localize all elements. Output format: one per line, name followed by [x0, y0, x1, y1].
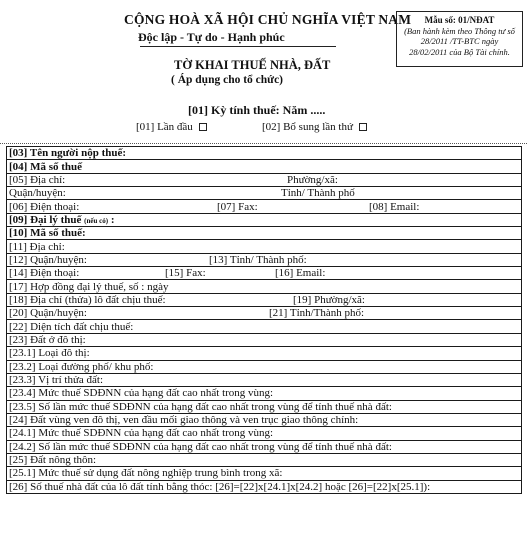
motto-underline	[140, 46, 336, 47]
declaration-table	[6, 146, 522, 494]
form-field-label: [24.2] Số lần mức thuế SDĐNN của hạng đất cao nhất trong vùng để tính thuế nhà đất:	[9, 440, 392, 453]
form-field-cell[interactable]	[7, 293, 522, 306]
form-field-cell[interactable]	[7, 187, 522, 200]
form-field-cell[interactable]	[7, 280, 522, 293]
form-field-cell[interactable]	[7, 333, 522, 346]
form-field-label: Quận/huyện:	[9, 187, 66, 200]
form-field-cell[interactable]	[7, 200, 522, 213]
first-time-label: [01] Lần đầu	[136, 121, 193, 133]
form-row	[7, 227, 522, 240]
form-row	[7, 360, 522, 373]
dotted-separator	[0, 143, 527, 144]
form-row	[7, 293, 522, 306]
supplement-checkbox[interactable]	[359, 123, 367, 131]
form-field-label: [17] Hợp đồng đại lý thuế, số : ngày	[9, 280, 169, 293]
form-row	[7, 253, 522, 266]
form-code-box	[396, 11, 523, 67]
form-field-cell[interactable]	[7, 480, 522, 493]
form-field-cell[interactable]	[7, 320, 522, 333]
form-note-line2: 28/2011 /TT-BTC ngày	[420, 36, 499, 46]
form-field-label: [07] Fax:	[217, 200, 258, 213]
form-field-cell[interactable]	[7, 253, 522, 266]
form-field-cell[interactable]	[7, 373, 522, 386]
form-field-label: [24.1] Mức thuế SDĐNN của hạng đất cao nhất trong vùng:	[9, 427, 274, 440]
form-row	[7, 333, 522, 346]
form-field-label: [24] Đất vùng ven đô thị, ven đầu mối giao thông và ven trục giao thông chính:	[9, 414, 359, 427]
form-field-cell[interactable]	[7, 240, 522, 253]
form-field-cell[interactable]	[7, 173, 522, 186]
form-title: TỜ KHAI THUẾ NHÀ, ĐẤT	[174, 58, 331, 72]
form-field-cell[interactable]	[7, 400, 522, 413]
first-time-option[interactable]	[136, 121, 207, 133]
form-field-label: :	[108, 213, 115, 226]
form-row	[7, 480, 522, 493]
form-row	[7, 200, 522, 213]
form-field-label: [16] Email:	[275, 267, 326, 280]
form-row	[7, 307, 522, 320]
form-field-cell[interactable]	[7, 387, 522, 400]
form-field-label: [05] Địa chỉ:	[9, 173, 66, 186]
form-field-label: [25.1] Mức thuế sử dụng đất nông nghiệp trung bình trong xã:	[9, 467, 283, 480]
form-field-label: [26] Số thuế nhà đất của lô đất tính bằng thóc: [26]=[22]x[24.1]x[24.2] hoặc [26]=[22]x[25.1]):	[9, 480, 431, 493]
first-time-checkbox[interactable]	[199, 123, 207, 131]
form-field-label: [21] Tỉnh/Thành phố:	[269, 307, 365, 320]
form-field-label: [11] Địa chỉ:	[9, 240, 65, 253]
form-field-label: [09] Đại lý thuế	[9, 213, 85, 226]
country-heading: CỘNG HOÀ XÃ HỘI CHỦ NGHĨA VIỆT NAM	[124, 12, 412, 27]
form-row	[7, 467, 522, 480]
form-field-label: [13] Tỉnh/ Thành phố:	[209, 253, 307, 266]
form-row	[7, 160, 522, 173]
form-field-label: [19] Phường/xã:	[293, 293, 365, 306]
form-field-cell[interactable]	[7, 467, 522, 480]
form-row	[7, 267, 522, 280]
form-field-label: (nếu có)	[84, 216, 109, 225]
form-field-cell[interactable]	[7, 160, 522, 173]
form-row	[7, 400, 522, 413]
form-field-label: [23.5] Số lần mức thuế SDĐNN của hạng đất cao nhất trong vùng để tính thuế nhà đất:	[9, 400, 392, 413]
form-row	[7, 280, 522, 293]
form-field-label: [23.3] Vị trí thửa đất:	[9, 374, 104, 387]
form-field-cell[interactable]	[7, 453, 522, 466]
form-field-cell[interactable]	[7, 347, 522, 360]
form-field-cell[interactable]	[7, 360, 522, 373]
form-row	[7, 187, 522, 200]
form-row	[7, 240, 522, 253]
form-row	[7, 427, 522, 440]
tax-period-label: [01] Kỳ tính thuế: Năm .....	[188, 103, 326, 117]
form-row	[7, 147, 522, 160]
form-field-label: [25] Đất nông thôn:	[9, 454, 97, 467]
form-field-label: Tỉnh/ Thành phố	[281, 187, 355, 200]
form-field-label: [20] Quận/huyện:	[9, 307, 87, 320]
form-field-label: [23.1] Loại đô thị:	[9, 347, 90, 360]
form-field-cell[interactable]	[7, 267, 522, 280]
form-field-label: [14] Điện thoại:	[9, 267, 80, 280]
form-field-label: [23] Đất ở đô thị:	[9, 333, 86, 346]
form-field-label: Phường/xã:	[287, 173, 338, 186]
form-row	[7, 373, 522, 386]
form-row	[7, 453, 522, 466]
form-row	[7, 173, 522, 186]
form-field-cell[interactable]	[7, 413, 522, 426]
form-field-label: [23.4] Mức thuế SDĐNN của hạng đất cao nhất trong vùng:	[9, 387, 274, 400]
form-field-label: [03] Tên người nộp thuế:	[9, 147, 127, 160]
form-field-label: [23.2] Loại đường phố/ khu phố:	[9, 360, 154, 373]
form-field-label: [15] Fax:	[165, 267, 206, 280]
form-field-label: [08] Email:	[369, 200, 420, 213]
form-row	[7, 320, 522, 333]
form-field-label: [12] Quận/huyện:	[9, 253, 87, 266]
form-note-line3: 28/02/2011 của Bộ Tài chính.	[409, 46, 510, 57]
form-field-label: [22] Diện tích đất chịu thuế:	[9, 320, 134, 333]
form-subtitle: ( Áp dụng cho tổ chức)	[171, 74, 284, 86]
supplement-option[interactable]	[262, 121, 367, 133]
form-field-cell[interactable]	[7, 147, 522, 160]
form-row	[7, 440, 522, 453]
form-row	[7, 413, 522, 426]
form-field-cell[interactable]	[7, 227, 522, 240]
supplement-label: [02] Bổ sung lần thứ	[262, 121, 353, 133]
form-field-cell[interactable]	[7, 307, 522, 320]
form-note-line1: (Ban hành kèm theo Thông tư số	[404, 25, 515, 36]
form-field-cell[interactable]	[7, 427, 522, 440]
form-row	[7, 347, 522, 360]
form-field-label: [18] Địa chỉ (thửa) lô đất chịu thuế:	[9, 293, 166, 306]
form-field-cell[interactable]	[7, 213, 522, 226]
form-field-label: [10] Mã số thuế:	[9, 227, 86, 240]
form-code: Mẫu số: 01/NĐAT	[424, 15, 495, 25]
form-field-cell[interactable]	[7, 440, 522, 453]
motto: Độc lập - Tự do - Hạnh phúc	[138, 30, 285, 44]
form-row	[7, 387, 522, 400]
form-row	[7, 213, 522, 226]
form-field-label: [06] Điện thoại:	[9, 200, 80, 213]
form-field-label: [04] Mã số thuế	[9, 160, 83, 173]
